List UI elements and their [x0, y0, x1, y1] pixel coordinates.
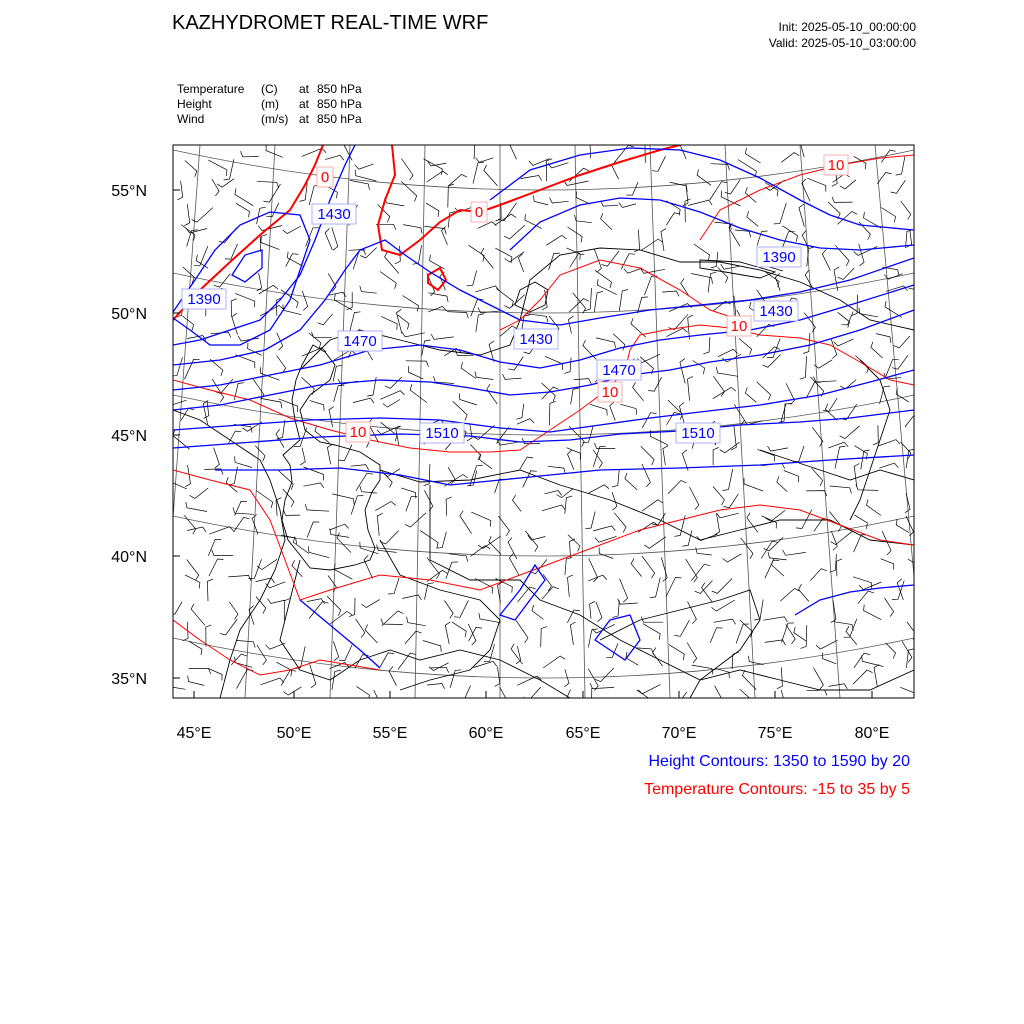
height-label-text: 1470 [343, 333, 377, 350]
lon-label: 45°E [176, 725, 212, 742]
temp-label-text: 10 [349, 424, 367, 441]
field-name: Height [177, 97, 212, 111]
lon-label: 50°E [276, 725, 312, 742]
height-label [514, 329, 558, 349]
chart-title: KAZHYDROMET REAL-TIME WRF [172, 12, 489, 34]
height-label-text: 1390 [187, 291, 221, 308]
temp-label [727, 316, 751, 336]
height-label-text: 1430 [317, 206, 351, 223]
height-label [754, 301, 798, 321]
lat-label: 40°N [111, 549, 147, 566]
field-at: at [299, 97, 310, 111]
field-unit: (C) [261, 82, 278, 96]
lat-label: 50°N [111, 306, 147, 323]
temp-legend-text: Temperature Contours: -15 to 35 by 5 [644, 781, 910, 798]
height-label [182, 289, 226, 309]
field-at: at [299, 112, 310, 126]
temp-label-text: 10 [730, 318, 748, 335]
field-unit: (m/s) [261, 112, 289, 126]
temp-label-text: 0 [320, 169, 330, 186]
longitude-labels [177, 725, 890, 742]
lat-label: 35°N [111, 671, 147, 688]
height-label [757, 247, 801, 267]
height-label-text: 1510 [681, 425, 715, 442]
height-label [338, 331, 382, 351]
temp-label [317, 167, 333, 187]
init-time: Init: 2025-05-10_00:00:00 [778, 20, 916, 34]
temp-label [346, 422, 370, 442]
field-level: 850 hPa [317, 112, 362, 126]
latitude-labels [111, 183, 147, 688]
field-name: Temperature [177, 82, 245, 96]
height-label-text: 1470 [602, 362, 636, 379]
height-label-text: 1430 [519, 331, 553, 348]
temperature-contour-legend [644, 781, 910, 799]
lat-label: 45°N [111, 428, 147, 445]
height-label [597, 360, 641, 380]
field-level: 850 hPa [317, 97, 362, 111]
meridian-line [950, 145, 1010, 698]
lon-label: 60°E [468, 725, 504, 742]
valid-time: Valid: 2025-05-10_03:00:00 [768, 36, 916, 50]
height-legend-text: Height Contours: 1350 to 1590 by 20 [648, 753, 910, 770]
height-label-text: 1430 [759, 303, 793, 320]
lon-label: 65°E [565, 725, 601, 742]
field-name: Wind [177, 112, 205, 126]
lon-label: 70°E [661, 725, 697, 742]
temp-label [598, 382, 622, 402]
lon-label: 75°E [757, 725, 793, 742]
height-label [420, 423, 464, 443]
height-label-text: 1390 [762, 249, 796, 266]
temp-label [824, 155, 848, 175]
height-label [676, 423, 720, 443]
temp-label-text: 0 [474, 204, 484, 221]
height-label-text: 1510 [425, 425, 459, 442]
temp-label-text: 10 [601, 384, 619, 401]
height-contour-legend [648, 753, 910, 771]
lon-label: 55°E [372, 725, 408, 742]
field-level: 850 hPa [317, 82, 362, 96]
field-unit: (m) [261, 97, 279, 111]
height-label [312, 204, 356, 224]
lon-label: 80°E [854, 725, 890, 742]
temp-label [471, 202, 487, 222]
lat-label: 55°N [111, 183, 147, 200]
temp-label-text: 10 [827, 157, 845, 174]
field-at: at [299, 82, 310, 96]
